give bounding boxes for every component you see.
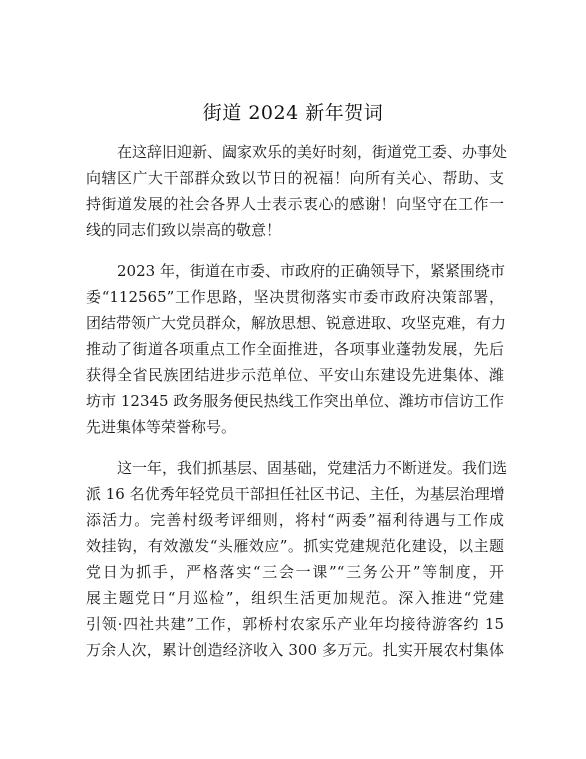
text-line: 团结带领广大党员群众，解放思想、锐意进取、攻坚克难，有力 [86, 314, 507, 332]
text-line: 效挂钩，有效激发“头雁效应”。抓实党建规范化建设，以主题 [86, 537, 504, 555]
text-line: 线的同志们致以崇高的敬意！ [86, 221, 282, 239]
text-line: 在这辞旧迎新、阖家欢乐的美好时刻，街道党工委、办事处 [117, 143, 508, 161]
text-line: 派 16 名优秀年轻党员干部担任社区书记、主任，为基层治理增 [86, 485, 505, 503]
text-line: 委“112565”工作思路，坚决贯彻落实市委市政府决策部署， [86, 288, 504, 306]
paragraph-gap [86, 243, 504, 258]
paragraph-3 [86, 455, 508, 663]
text-line: 持街道发展的社会各界人士表示衷心的感谢！向坚守在工作一 [86, 195, 504, 213]
text-line: 获得全省民族团结进步示范单位、平安山东建设先进集体、潍 [86, 366, 504, 384]
text-line: 2023 年，街道在市委、市政府的正确领导下，紧紧围绕市 [117, 262, 505, 280]
paragraph-1 [86, 139, 508, 243]
paragraph-2 [86, 258, 507, 440]
text-line: 坊市 12345 政务服务便民热线工作突出单位、潍坊市信访工作 [86, 392, 504, 410]
text-line: 党日为抓手，严格落实“三会一课”“三务公开”等制度，开 [86, 563, 504, 581]
text-line: 万余人次，累计创造经济收入 300 多万元。扎实开展农村集体 [86, 641, 504, 659]
text-line: 推动了街道各项重点工作全面推进，各项事业蓬勃发展，先后 [86, 340, 504, 358]
text-line: 引领·四社共建”工作，郭桥村农家乐产业年均接待游客约 15 [86, 615, 504, 633]
text-line: 先进集体等荣誉称号。 [86, 418, 237, 436]
text-line: 添活力。完善村级考评细则，将村“两委”福利待遇与工作成 [86, 511, 504, 529]
document-body [86, 139, 508, 663]
paragraph-gap [86, 440, 504, 455]
text-line: 向辖区广大干部群众致以节日的祝福！向所有关心、帮助、支 [86, 169, 504, 187]
document-title: 街道 2024 新年贺词 [202, 102, 384, 124]
text-line: 这一年，我们抓基层、固基础，党建活力不断迸发。我们选 [117, 459, 508, 477]
text-line: 展主题党日“月巡检”，组织生活更加规范。深入推进“党建 [86, 589, 504, 607]
